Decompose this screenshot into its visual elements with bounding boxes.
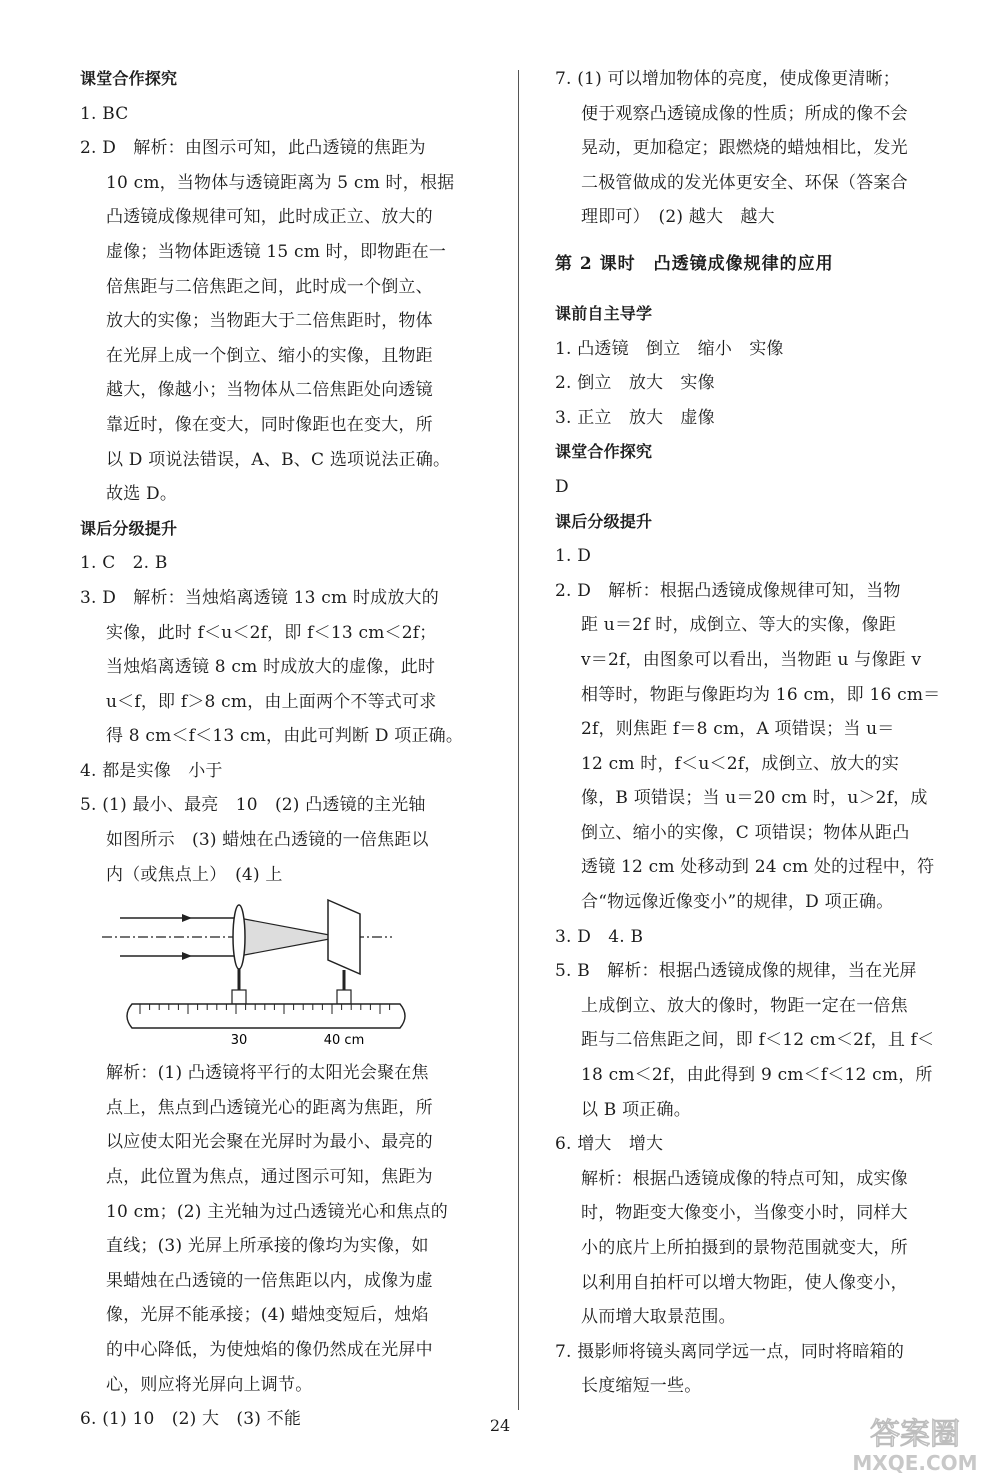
text-line: 距 u＝2f 时，成倒立、等大的实像，像距: [581, 615, 897, 636]
lesson-title: 第 2 课时 凸透镜成像规律的应用: [555, 253, 834, 274]
text-line: 相等时，物距与像距均为 16 cm，即 16 cm＝: [581, 684, 941, 705]
text-line: 晃动，更加稳定；跟燃烧的蜡烛相比，发光: [581, 138, 908, 159]
text-line: 18 cm＜2f，由此得到 9 cm＜f＜12 cm，所: [581, 1065, 933, 1086]
lens-experiment-diagram: [100, 898, 410, 1048]
text-line: 2. 倒立 放大 实像: [555, 373, 715, 394]
text-line: D: [555, 476, 569, 497]
text-line: 便于观察凸透镜成像的性质；所成的像不会: [581, 103, 908, 124]
text-line: 虚像；当物体距透镜 15 cm 时，即物距在一: [106, 241, 447, 262]
text-line: 理即可） (2) 越大 越大: [581, 207, 775, 228]
text-line: 透镜 12 cm 处移动到 24 cm 处的过程中，符: [581, 857, 935, 878]
arrow-bottom: [182, 952, 192, 960]
text-line: 1. 凸透镜 倒立 缩小 实像: [555, 338, 784, 359]
text-line: 点上，焦点到凸透镜光心的距离为焦距，所: [106, 1097, 433, 1118]
text-line: 像，光屏不能承接；(4) 蜡烛变短后，烛焰: [106, 1305, 429, 1326]
text-line: 4. 都是实像 小于: [80, 760, 223, 781]
text-line: 二极管做成的发光体更安全、环保（答案合: [581, 172, 908, 193]
text-line: 如图所示 (3) 蜡烛在凸透镜的一倍焦距以: [106, 830, 429, 851]
text-line: 实像，此时 f＜u＜2f，即 f＜13 cm＜2f；: [106, 622, 437, 643]
text-line: 点，此位置为焦点，通过图示可知，焦距为: [106, 1167, 433, 1188]
text-line: 倍焦距与二倍焦距之间，此时成一个倒立、: [106, 276, 433, 297]
text-line: 从而增大取景范围。: [581, 1307, 736, 1328]
section-heading: 课堂合作探究: [555, 442, 653, 462]
watermark-top: 答案圈: [870, 1417, 960, 1452]
text-line: 凸透镜成像规律可知，此时成正立、放大的: [106, 207, 433, 228]
column-divider: [518, 70, 519, 1410]
text-line: 6. (1) 10 (2) 大 (3) 不能: [80, 1409, 302, 1430]
text-line: 10 cm；(2) 主光轴为过凸透镜光心和焦点的: [106, 1201, 448, 1222]
watermark-logo: [840, 1408, 990, 1478]
text-line: 上成倒立、放大的像时，物距一定在一倍焦: [581, 995, 908, 1016]
text-line: 果蜡烛在凸透镜的一倍焦距以内，成像为虚: [106, 1270, 433, 1291]
section-heading: 课后分级提升: [80, 518, 178, 538]
text-line: 5. B 解析：根据凸透镜成像的规律，当在光屏: [555, 961, 917, 982]
text-line: 合“物远像近像变小”的规律，D 项正确。: [581, 892, 894, 913]
text-line: 长度缩短一些。: [581, 1376, 702, 1397]
text-line: 以 B 项正确。: [581, 1099, 691, 1120]
text-line: 7. (1) 可以增加物体的亮度，使成像更清晰；: [555, 69, 900, 89]
text-line: v＝2f，由图象可以看出，当物距 u 与像距 v: [581, 649, 922, 670]
ruler-label-30: 30: [230, 1033, 248, 1049]
text-line: 放大的实像；当物距大于二倍焦距时，物体: [106, 311, 433, 332]
text-line: 得 8 cm＜f＜13 cm，由此可判断 D 项正确。: [106, 726, 464, 747]
ruler-label-40: 40 cm: [323, 1033, 365, 1049]
text-line: 心，则应将光屏向上调节。: [106, 1374, 313, 1395]
text-line: 10 cm，当物体与透镜距离为 5 cm 时，根据: [106, 172, 455, 193]
text-line: 像，B 项错误；当 u＝20 cm 时，u＞2f，成: [581, 788, 928, 809]
left-column: [80, 62, 496, 1437]
text-line: 以利用自拍杆可以增大物距，使人像变小，: [581, 1272, 908, 1293]
text-line: u＜f，即 f＞8 cm，由上面两个不等式可求: [106, 691, 437, 712]
text-line: 以应使太阳光会聚在光屏时为最小、最亮的: [106, 1132, 433, 1153]
text-line: 12 cm 时，f＜u＜2f，成倒立、放大的实: [581, 753, 900, 774]
section-heading: 课后分级提升: [555, 511, 653, 531]
text-line: 2f，则焦距 f＝8 cm，A 项错误；当 u＝: [581, 719, 895, 740]
text-line: 倒立、缩小的实像，C 项错误；物体从距凸: [581, 822, 910, 843]
text-line: 的中心降低，为使烛焰的像仍然成在光屏中: [106, 1340, 433, 1360]
section-heading: 课堂合作探究: [80, 69, 178, 88]
text-line: 内（或焦点上） (4) 上: [106, 864, 283, 885]
light-screen: [328, 900, 360, 974]
text-line: 3. 正立 放大 虚像: [555, 407, 715, 428]
text-line: 1. BC: [80, 103, 129, 124]
text-line: 1. C 2. B: [80, 553, 168, 574]
right-column: [555, 62, 955, 1404]
text-line: 在光屏上成一个倒立、缩小的实像，且物距: [106, 345, 433, 366]
page-number: 24: [489, 1416, 511, 1435]
text-line: 当烛焰离透镜 8 cm 时成放大的虚像，此时: [106, 657, 436, 678]
text-line: 小的底片上所拍摄到的景物范围就变大，所: [581, 1238, 908, 1258]
watermark-bottom: MXQE.COM: [852, 1451, 978, 1475]
text-line: 时，物距变大像变小，当像变小时，同样大: [581, 1203, 908, 1224]
section-heading: 课前自主导学: [555, 303, 653, 323]
convex-lens: [233, 905, 245, 969]
text-line: 直线；(3) 光屏上所承接的像均为实像，如: [106, 1236, 429, 1257]
arrow-top: [182, 914, 192, 922]
text-line: 故选 D。: [106, 484, 178, 505]
text-line: 越大，像越小；当物体从二倍焦距处向透镜: [106, 380, 433, 401]
screen-holder: [337, 990, 351, 1004]
text-line: 2. D 解析：由图示可知，此凸透镜的焦距为: [80, 138, 426, 159]
text-line: 6. 增大 增大: [555, 1134, 664, 1155]
text-line: 2. D 解析：根据凸透镜成像规律可知，当物: [555, 580, 901, 601]
text-line: 3. D 解析：当烛焰离透镜 13 cm 时成放大的: [80, 587, 439, 608]
text-line: 1. D: [555, 546, 592, 567]
text-line: 7. 摄影师将镜头离同学远一点，同时将暗箱的: [555, 1341, 905, 1362]
lens-holder: [232, 990, 246, 1004]
optical-bench-svg: [100, 898, 410, 1048]
text-line: 解析：(1) 凸透镜将平行的太阳光会聚在焦: [106, 1063, 429, 1084]
text-line: 3. D 4. B: [555, 926, 644, 947]
text-line: 距与二倍焦距之间，即 f＜12 cm＜2f，且 f＜: [581, 1030, 935, 1051]
text-line: 5. (1) 最小、最亮 10 (2) 凸透镜的主光轴: [80, 795, 426, 816]
text-line: 以 D 项说法错误，A、B、C 选项说法正确。: [106, 449, 451, 470]
text-line: 解析：根据凸透镜成像的特点可知，成实像: [581, 1168, 908, 1189]
convergence-cone: [239, 918, 340, 956]
text-line: 靠近时，像在变大，同时像距也在变大，所: [106, 414, 433, 435]
